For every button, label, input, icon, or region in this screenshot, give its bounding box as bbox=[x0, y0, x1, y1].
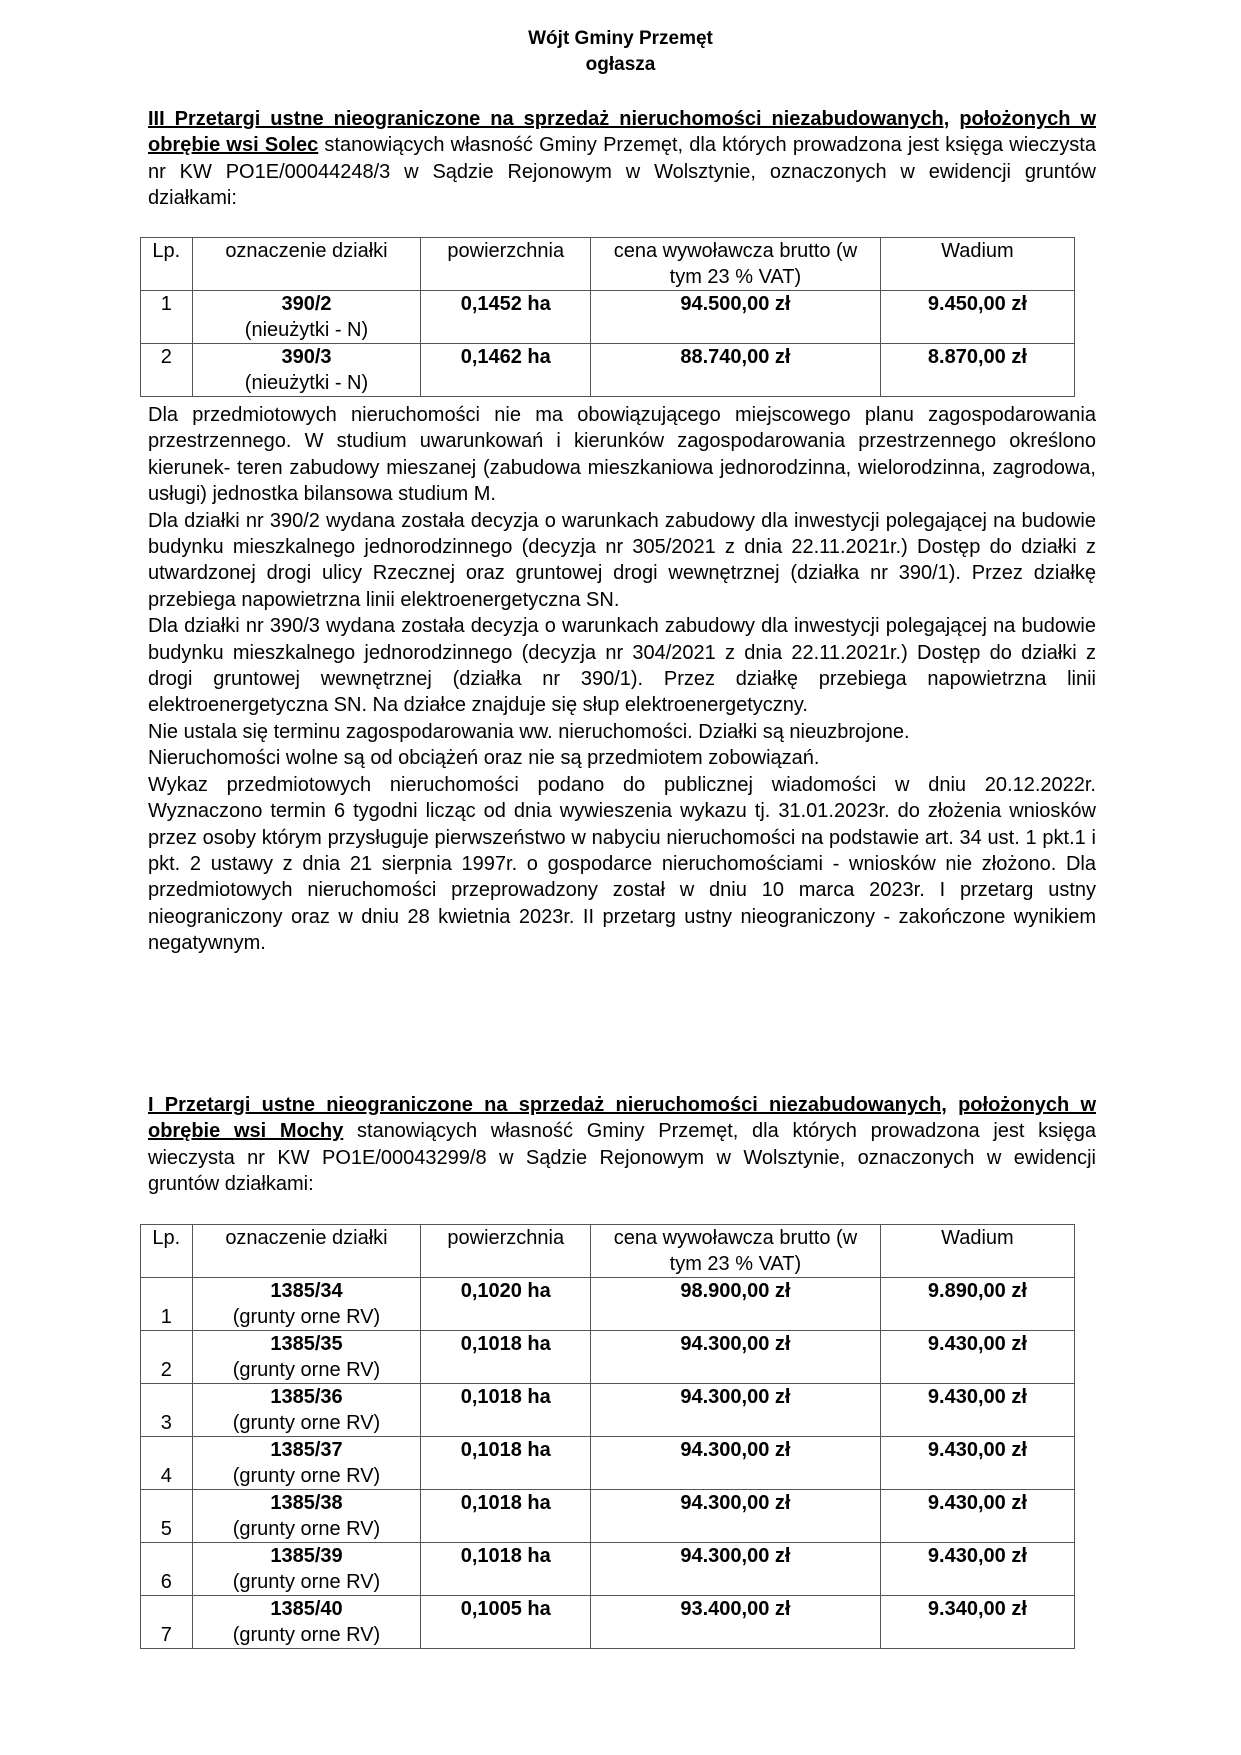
section1-title-line1: III Przetargi ustne nieograniczone na sprzedaż nieruchomości niezabudowanych, bbox=[148, 108, 950, 130]
col-header-lp: Lp. bbox=[141, 238, 193, 291]
cell-lp: 1 bbox=[141, 1278, 193, 1331]
cell-area: 0,1018 ha bbox=[421, 1490, 591, 1543]
cell-plot bbox=[192, 1384, 421, 1437]
cell-price: 88.740,00 zł bbox=[591, 344, 881, 397]
plot-number: 390/2 bbox=[281, 293, 332, 315]
table-row bbox=[141, 1596, 1075, 1649]
table-row bbox=[141, 1384, 1075, 1437]
cell-lp: 2 bbox=[141, 344, 193, 397]
cell-price: 94.300,00 zł bbox=[591, 1437, 881, 1490]
cell-lp: 5 bbox=[141, 1490, 193, 1543]
plot-number: 1385/40 bbox=[270, 1598, 343, 1620]
section1-table bbox=[140, 237, 1075, 397]
cell-plot bbox=[192, 1543, 421, 1596]
plot-note: (grunty orne RV) bbox=[232, 1465, 381, 1487]
cell-deposit: 9.430,00 zł bbox=[880, 1490, 1074, 1543]
table-row bbox=[141, 1278, 1075, 1331]
section2-lead-text: stanowiących własność Gminy Przemęt, dla których prowadzona jest księga wieczysta nr KW PO1E/00043299/8 w Sądzie Rejonowym w Wolsztynie, oznaczonych w ewidencji gruntów działkami: bbox=[148, 1120, 1096, 1196]
cell-deposit: 9.430,00 zł bbox=[880, 1437, 1074, 1490]
plot-number: 1385/34 bbox=[270, 1280, 343, 1302]
col-header-area: powierzchnia bbox=[421, 238, 591, 291]
cell-plot bbox=[192, 1437, 421, 1490]
plot-note: (grunty orne RV) bbox=[232, 1306, 381, 1328]
table-row bbox=[141, 291, 1075, 344]
plot-number: 1385/39 bbox=[270, 1545, 343, 1567]
col-header-deposit: Wadium bbox=[880, 238, 1074, 291]
col-header-plot: oznaczenie działki bbox=[192, 238, 421, 291]
cell-deposit: 9.430,00 zł bbox=[880, 1331, 1074, 1384]
paragraph: Dla działki nr 390/2 wydana została decyzja o warunkach zabudowy dla inwestycji polegającej na budowie budynku mieszkalnego jednorodzinnego (decyzja nr 305/2021 z dnia 22.11.2021r.) Dostęp do działki z utwardzonej drogi ulicy Rzecznej oraz gruntowej drogi wewnętrznej (działka nr 390/1). Przez działkę przebiega napowietrzna linii elektroenergetyczna SN. bbox=[148, 509, 1096, 611]
cell-area: 0,1005 ha bbox=[421, 1596, 591, 1649]
plot-note: (grunty orne RV) bbox=[232, 1624, 381, 1646]
document-title: Wójt Gminy Przemęt bbox=[528, 28, 713, 49]
cell-area: 0,1452 ha bbox=[421, 291, 591, 344]
paragraph: Nieruchomości wolne są od obciążeń oraz nie są przedmiotem zobowiązań. bbox=[148, 747, 820, 770]
cell-area: 0,1018 ha bbox=[421, 1437, 591, 1490]
col-header-lp: Lp. bbox=[141, 1225, 193, 1278]
plot-number: 1385/35 bbox=[270, 1333, 343, 1355]
cell-deposit: 9.430,00 zł bbox=[880, 1384, 1074, 1437]
cell-deposit: 9.340,00 zł bbox=[880, 1596, 1074, 1649]
cell-price: 98.900,00 zł bbox=[591, 1278, 881, 1331]
plot-note: (grunty orne RV) bbox=[232, 1571, 381, 1593]
cell-price: 93.400,00 zł bbox=[591, 1596, 881, 1649]
paragraph: Dla działki nr 390/3 wydana została decyzja o warunkach zabudowy dla inwestycji polegającej na budowie budynku mieszkalnego jednorodzinnego (decyzja nr 304/2021 z dnia 22.11.2021r.) Dostęp do działki z drogi gruntowej wewnętrznej (działka nr 390/1). Przez działkę przebiega napowietrzna linii elektroenergetyczna SN. Na działce znajduje się słup elektroenergetyczny. bbox=[148, 615, 1096, 717]
table-row bbox=[141, 1490, 1075, 1543]
cell-plot bbox=[192, 1490, 421, 1543]
col-header-price: cena wywoławcza brutto (w tym 23 % VAT) bbox=[591, 238, 881, 291]
plot-note: (grunty orne RV) bbox=[232, 1518, 381, 1540]
plot-note: (nieużytki - N) bbox=[244, 372, 369, 394]
table-row bbox=[141, 1543, 1075, 1596]
cell-deposit: 8.870,00 zł bbox=[880, 344, 1074, 397]
paragraph: Dla przedmiotowych nieruchomości nie ma obowiązującego miejscowego planu zagospodarowania przestrzennego. W studium uwarunkowań i kierunków zagospodarowania przestrzennego określono kierunek- teren zabudowy mieszanej (zabudowa mieszkaniowa jednorodzinna, wielorodzinna, zagrodowa, usługi) jednostka bilansowa studium M. bbox=[148, 404, 1096, 506]
section1-lead bbox=[148, 106, 1096, 212]
section2-title-line1: I Przetargi ustne nieograniczone na sprzedaż nieruchomości niezabudowanych, bbox=[148, 1094, 947, 1116]
plot-number: 1385/38 bbox=[270, 1492, 343, 1514]
cell-price: 94.300,00 zł bbox=[591, 1490, 881, 1543]
section1-body bbox=[148, 402, 1096, 957]
cell-deposit: 9.430,00 zł bbox=[880, 1543, 1074, 1596]
cell-area: 0,1018 ha bbox=[421, 1543, 591, 1596]
section2-table bbox=[140, 1224, 1075, 1649]
cell-plot bbox=[192, 291, 421, 344]
cell-deposit: 9.450,00 zł bbox=[880, 291, 1074, 344]
paragraph: Wykaz przedmiotowych nieruchomości podano do publicznej wiadomości w dniu 20.12.2022r. Wyznaczono termin 6 tygodni licząc od dnia wywieszenia wykazu tj. 31.01.2023r. do złożenia wniosków przez osoby którym przysługuje pierwszeństwo w nabyciu nieruchomości na podstawie art. 34 ust. 1 pkt.1 i pkt. 2 ustawy z dnia 21 sierpnia 1997r. o gospodarce nieruchomościami - wniosków nie złożono. Dla przedmiotowych nieruchomości przeprowadzony został w dniu 10 marca 2023r. I przetarg ustny nieograniczony oraz w dniu 28 kwietnia 2023r. II przetarg ustny nieograniczony - zakończone wynikiem negatywnym. bbox=[148, 773, 1096, 955]
paragraph: Nie ustala się terminu zagospodarowania ww. nieruchomości. Działki są nieuzbrojone. bbox=[148, 720, 910, 743]
cell-area: 0,1462 ha bbox=[421, 344, 591, 397]
section2-lead bbox=[148, 1092, 1096, 1198]
cell-area: 0,1018 ha bbox=[421, 1331, 591, 1384]
cell-lp: 1 bbox=[141, 291, 193, 344]
plot-number: 390/3 bbox=[281, 346, 332, 368]
document-subtitle: ogłasza bbox=[585, 54, 656, 75]
cell-lp: 4 bbox=[141, 1437, 193, 1490]
cell-plot bbox=[192, 1278, 421, 1331]
plot-number: 1385/36 bbox=[270, 1386, 343, 1408]
plot-note: (grunty orne RV) bbox=[232, 1412, 381, 1434]
cell-deposit: 9.890,00 zł bbox=[880, 1278, 1074, 1331]
cell-price: 94.300,00 zł bbox=[591, 1543, 881, 1596]
cell-area: 0,1020 ha bbox=[421, 1278, 591, 1331]
cell-plot bbox=[192, 1331, 421, 1384]
table-header-row bbox=[141, 238, 1075, 291]
cell-lp: 3 bbox=[141, 1384, 193, 1437]
cell-price: 94.500,00 zł bbox=[591, 291, 881, 344]
section1-title-line2: położonych w obrębie wsi Solec bbox=[148, 108, 1097, 157]
cell-lp: 7 bbox=[141, 1596, 193, 1649]
cell-lp: 6 bbox=[141, 1543, 193, 1596]
plot-note: (nieużytki - N) bbox=[244, 319, 369, 341]
cell-price: 94.300,00 zł bbox=[591, 1331, 881, 1384]
col-header-deposit: Wadium bbox=[880, 1225, 1074, 1278]
cell-area: 0,1018 ha bbox=[421, 1384, 591, 1437]
col-header-area: powierzchnia bbox=[421, 1225, 591, 1278]
cell-price: 94.300,00 zł bbox=[591, 1384, 881, 1437]
col-header-plot: oznaczenie działki bbox=[192, 1225, 421, 1278]
cell-plot bbox=[192, 344, 421, 397]
cell-lp: 2 bbox=[141, 1331, 193, 1384]
table-row bbox=[141, 1437, 1075, 1490]
table-row bbox=[141, 344, 1075, 397]
cell-plot bbox=[192, 1596, 421, 1649]
table-row bbox=[141, 1331, 1075, 1384]
table-header-row bbox=[141, 1225, 1075, 1278]
section1-lead-text: stanowiących własność Gminy Przemęt, dla których prowadzona jest księga wieczysta nr KW PO1E/00044248/3 w Sądzie Rejonowym w Wolsztynie, oznaczonych w ewidencji gruntów działkami: bbox=[148, 134, 1096, 210]
col-header-price: cena wywoławcza brutto (w tym 23 % VAT) bbox=[591, 1225, 881, 1278]
plot-note: (grunty orne RV) bbox=[232, 1359, 381, 1381]
section2-title-line2: położonych w obrębie wsi Mochy bbox=[148, 1094, 1096, 1143]
plot-number: 1385/37 bbox=[270, 1439, 343, 1461]
